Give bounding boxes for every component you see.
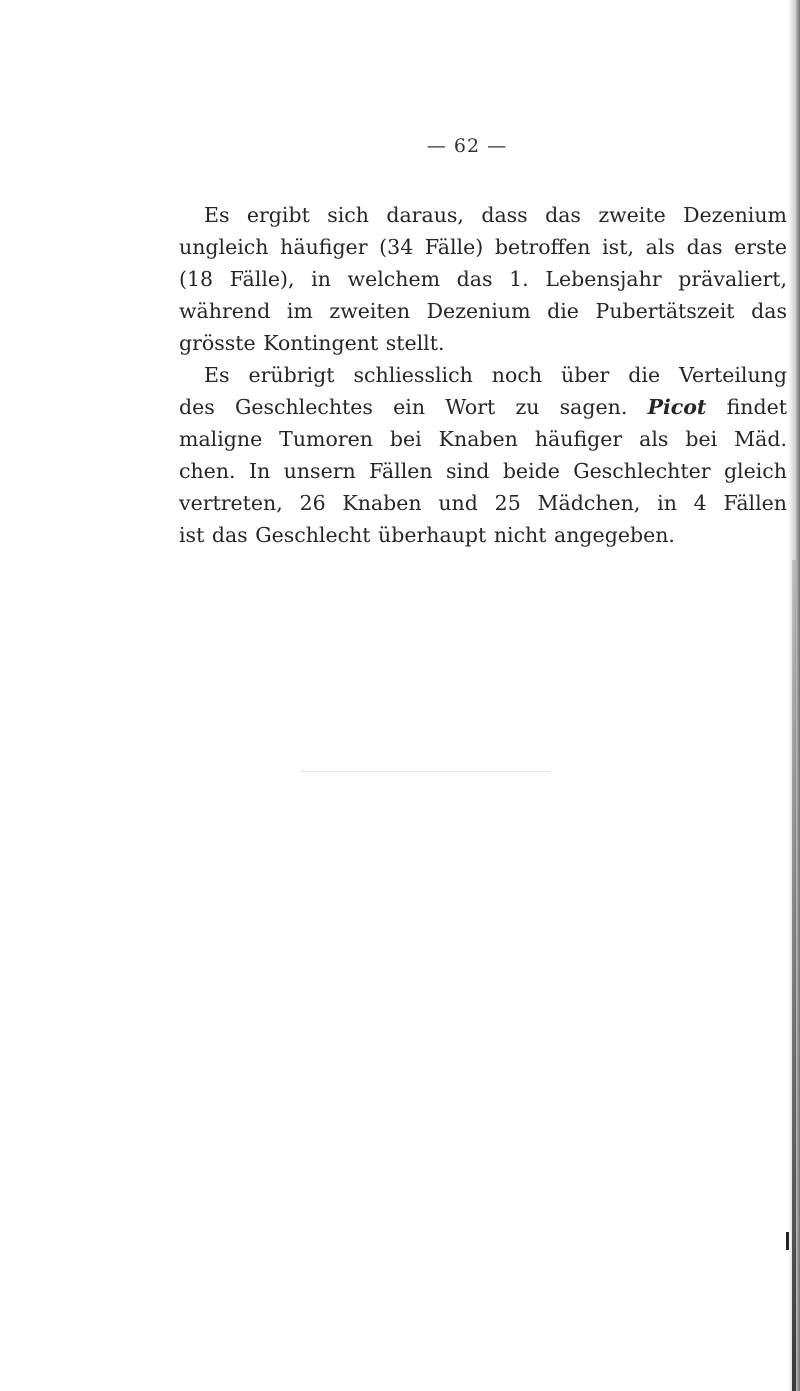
text-line: maligne Tumoren bei Knaben häufiger als bei Mäd. xyxy=(179,427,787,451)
text-segment: findet xyxy=(726,395,787,419)
page-edge-line xyxy=(792,560,796,1391)
text-line: ist das Geschlecht überhaupt nicht angegeben. xyxy=(179,523,675,547)
text-line: ungleich häufiger (34 Fälle) betroffen ist, als das erste xyxy=(179,235,787,259)
text-segment: des Geschlechtes ein Wort zu sagen. xyxy=(179,395,628,419)
text-line: Es ergibt sich daraus, dass das zweite Dezenium xyxy=(204,203,787,227)
body-text xyxy=(179,199,787,551)
text-line xyxy=(179,391,787,423)
page-edge-mark xyxy=(786,1232,789,1250)
author-name: Picot xyxy=(647,395,707,419)
text-line: Es erübrigt schliesslich noch über die Verteilung xyxy=(204,363,787,387)
text-line: während im zweiten Dezenium die Pubertätszeit das xyxy=(179,299,787,323)
text-line: chen. In unsern Fällen sind beide Geschlechter gleich xyxy=(179,459,787,483)
text-line: grösste Kontingent stellt. xyxy=(179,331,445,355)
page-number: — 62 — xyxy=(426,135,508,157)
text-line: vertreten, 26 Knaben und 25 Mädchen, in 4 Fällen xyxy=(179,491,787,515)
text-line: (18 Fälle), in welchem das 1. Lebensjahr prävaliert, xyxy=(179,267,787,291)
scan-artifact xyxy=(300,771,550,772)
